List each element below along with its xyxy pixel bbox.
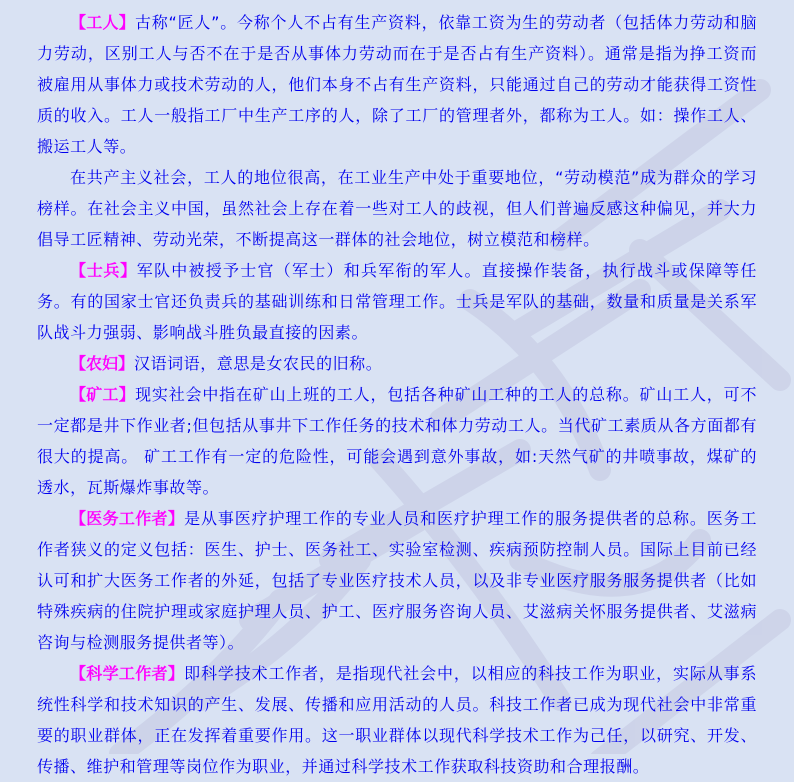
term-miner: 【矿工】 <box>70 385 136 404</box>
definition-scientist: 即科学技术工作者，是指现代社会中，以相应的科技工作为职业，实际从事系统性科学和技术知识的产生、发展、传播和应用活动的人员。科技工作者已成为现代社会中非常重要的职业群体，正在发挥着重要作用。这一职业群体以现代科学技术工作为己任，以研究、开发、传播、维护和管理等岗位作为职业，并通过科学技术工作获取科技资助和合理报酬。 <box>37 664 757 776</box>
entry-miner <box>37 379 757 503</box>
term-peasant-woman: 【农妇】 <box>70 354 135 373</box>
entry-soldier <box>37 255 757 348</box>
entry-medical-worker <box>37 503 757 658</box>
definition-miner: 现实社会中指在矿山上班的工人，包括各种矿山工种的工人的总称。矿山工人，可不一定都是井下作业者;但包括从事井下工作任务的技术和体力劳动工人。当代矿工素质从各方面都有很大的提高。 矿工工作有一定的危险性，可能会遇到意外事故，如:天然气矿的井喷事故，煤矿的透水，瓦斯爆炸事故等。 <box>37 385 757 497</box>
term-worker: 【工人】 <box>70 13 135 32</box>
term-scientist: 【科学工作者】 <box>70 664 185 683</box>
entry-worker-status <box>37 162 757 255</box>
definition-worker: 古称“匠人”。今称个人不占有生产资料，依靠工资为生的劳动者（包括体力劳动和脑力劳动，区别工人与否不在于是否从事体力劳动而在于是否占有生产资料）。通常是指为挣工资而被雇用从事体力或技术劳动的人，他们本身不占有生产资料，只能通过自己的劳动才能获得工资性质的收入。工人一般指工厂中生产工序的人，除了工厂的管理者外，都称为工人。如：操作工人、搬运工人等。 <box>37 13 757 156</box>
definition-worker-status: 在共产主义社会，工人的地位很高，在工业生产中处于重要地位，“劳动模范”成为群众的学习榜样。在社会主义中国，虽然社会上存在着一些对工人的歧视，但人们普遍反感这种偏见，并大力倡导工匠精神、劳动光荣，不断提高这一群体的社会地位，树立模范和榜样。 <box>37 168 757 249</box>
entry-scientist <box>37 658 757 782</box>
definition-medical-worker: 是从事医疗护理工作的专业人员和医疗护理工作的服务提供者的总称。医务工作者狭义的定义包括：医生、护士、医务社工、实验室检测、疾病预防控制人员。国际上目前已经认可和扩大医务工作者的外延，包括了专业医疗技术人员，以及非专业医疗服务服务提供者（比如特殊疾病的住院护理或家庭护理人员、护工、医疗服务咨询人员、艾滋病关怀服务提供者、艾滋病咨询与检测服务提供者等）。 <box>37 509 757 652</box>
entry-worker <box>37 7 757 162</box>
term-medical-worker: 【医务工作者】 <box>70 509 185 528</box>
entry-peasant-woman <box>37 348 757 379</box>
definition-soldier: 军队中被授予士官（军士）和兵军衔的军人。直接操作装备，执行战斗或保障等任务。有的国家士官还负责兵的基础训练和日常管理工作。士兵是军队的基础，数量和质量是关系军队战斗力强弱、影响战斗胜负最直接的因素。 <box>37 261 757 342</box>
definition-peasant-woman: 汉语词语，意思是女农民的旧称。 <box>134 354 383 373</box>
term-soldier: 【士兵】 <box>70 261 137 280</box>
document-body <box>37 7 757 782</box>
